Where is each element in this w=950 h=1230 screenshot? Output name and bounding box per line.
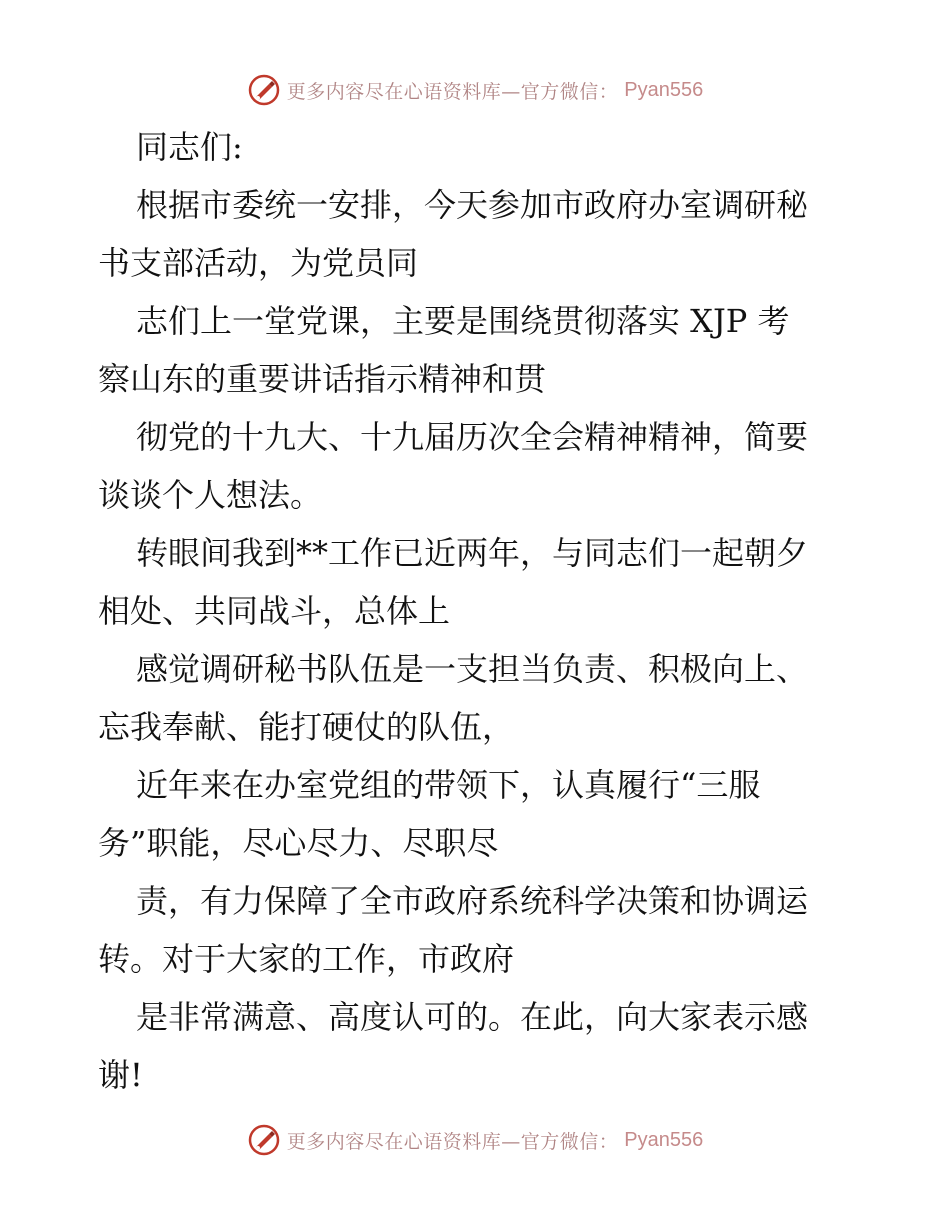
text-line: 感觉调研秘书队伍是一支担当负责、积极向上、 [136, 650, 809, 688]
text-line: 谢! [98, 1056, 143, 1094]
text-line: 谈谈个人想法。 [98, 476, 323, 514]
text-line: 近年来在办室党组的带领下，认真履行“三服 [136, 766, 761, 804]
text-line: 忘我奉献、能打硬仗的队伍， [98, 708, 515, 746]
banner-wechat-id: Pyan556 [624, 1128, 704, 1151]
text-line: 转。对于大家的工作，市政府 [98, 940, 515, 978]
text-line: 责，有力保障了全市政府系统科学决策和协调运 [136, 882, 809, 920]
text-line: 根据市委统一安排，今天参加市政府办室调研秘 [136, 186, 809, 224]
text-line: 志们上一堂党课，主要是围绕贯彻落实 XJP 考 [136, 302, 790, 340]
text-line: 相处、共同战斗，总体上 [98, 592, 451, 630]
watermark-banner [247, 73, 703, 107]
pen-logo-icon [247, 73, 281, 107]
banner-text: 更多内容尽在心语资料库—官方微信： [286, 1130, 619, 1153]
watermark-banner [247, 1123, 703, 1157]
text-line: 书支部活动，为党员同 [98, 244, 419, 282]
text-line: 彻党的十九大、十九届历次全会精神精神，简要 [136, 418, 809, 456]
header-banner [0, 70, 950, 110]
pen-logo-icon [247, 1123, 281, 1157]
banner-wechat-id: Pyan556 [624, 78, 704, 101]
banner-text: 更多内容尽在心语资料库—官方微信： [286, 80, 619, 103]
text-line: 务”职能，尽心尽力、尽职尽 [98, 824, 499, 862]
text-line: 察山东的重要讲话指示精神和贯 [98, 360, 547, 398]
text-line: 同志们: [136, 128, 243, 166]
footer-banner [0, 1120, 950, 1160]
text-line: 是非常满意、高度认可的。在此，向大家表示感 [136, 998, 809, 1036]
document-body [98, 118, 858, 1104]
text-line: 转眼间我到**工作已近两年，与同志们一起朝夕 [136, 534, 809, 572]
